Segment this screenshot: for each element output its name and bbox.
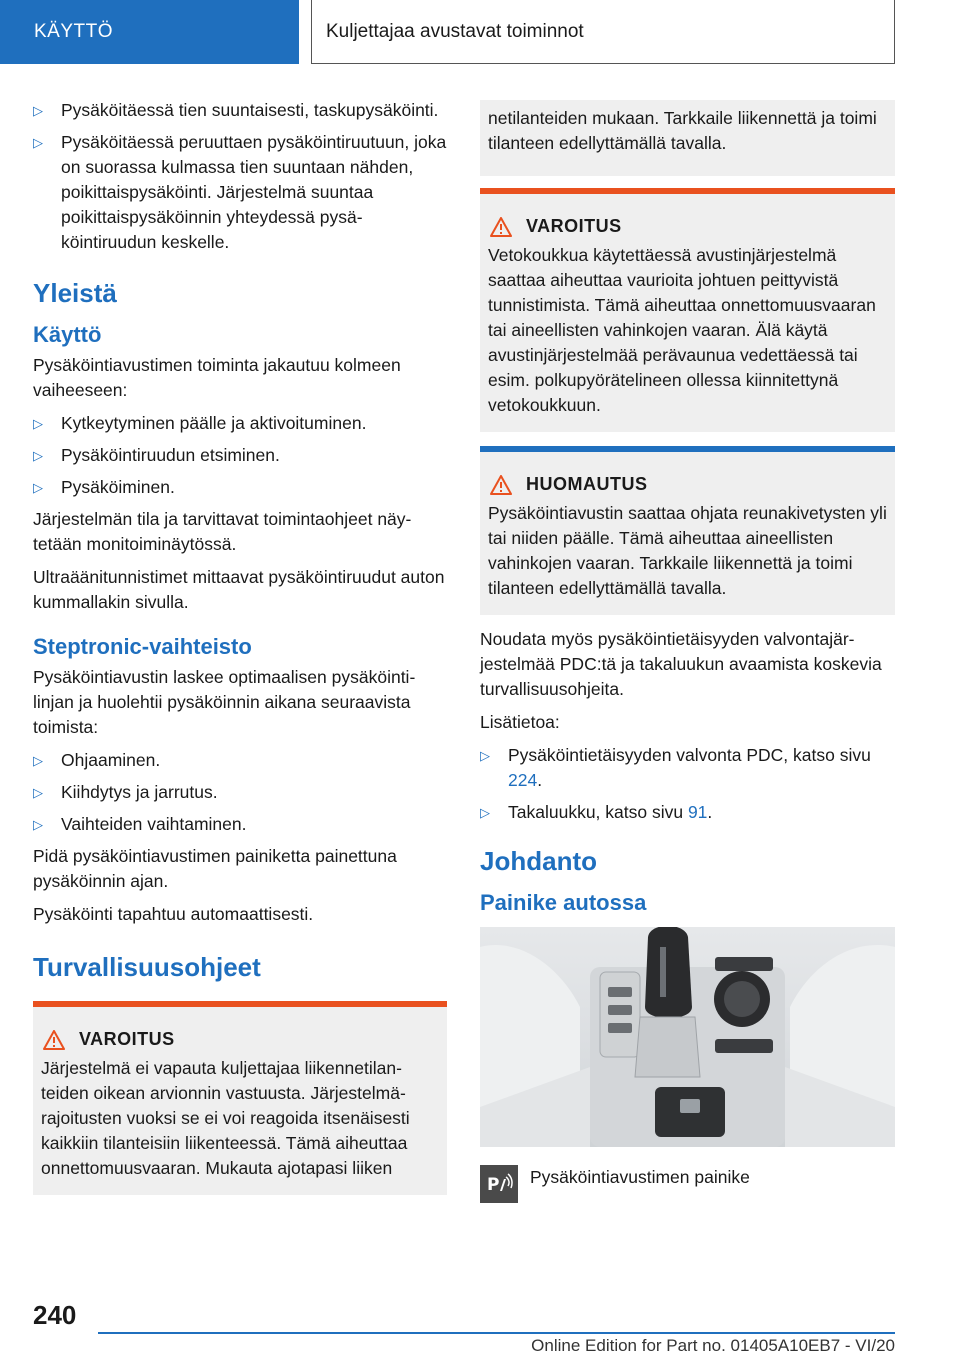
list-item: ▷ Kytkeytyminen päälle ja aktivoituminen. [33, 411, 447, 436]
list-item: ▷ Takaluukku, katso sivu 91. [480, 800, 895, 825]
svg-text:P: P [487, 1175, 500, 1195]
paragraph: Noudata myös pysäköintietäisyyden valvontajärjestelmää PDC:tä ja takaluukun avaamista koskevia turvallisuusohjeita. [480, 629, 882, 699]
footer-divider [98, 1332, 895, 1334]
triangle-right-icon: ▷ [33, 480, 43, 495]
triangle-right-icon: ▷ [480, 748, 490, 763]
intro-bullet-list [33, 98, 447, 255]
left-column [33, 98, 447, 1195]
triangle-right-icon: ▷ [33, 103, 43, 118]
warning-triangle-icon [43, 1030, 65, 1050]
figure-caption [480, 1165, 895, 1203]
page-link[interactable]: 91 [687, 802, 708, 822]
triangle-right-icon: ▷ [480, 805, 490, 820]
warning-box [33, 1001, 447, 1195]
triangle-right-icon: ▷ [33, 817, 43, 832]
list-item: ▷ Ohjaaminen. [33, 748, 447, 773]
edition-text: Online Edition for Part no. 01405A10EB7 - VI/20 [531, 1336, 895, 1355]
list-item: ▷ Pysäköintietäisyyden valvonta PDC, katso sivu 224. [480, 745, 871, 790]
warning-text: netilanteiden mukaan. Tarkkaile liikennettä ja toimi tilanteen edellyttämällä tavalla. [488, 108, 877, 153]
right-column [480, 100, 895, 1203]
notice-title: HUOMAUTUS [488, 474, 887, 495]
heading-intro: Johdanto [480, 846, 597, 876]
triangle-right-icon: ▷ [33, 135, 43, 150]
warning-title: VAROITUS [488, 216, 887, 237]
console-illustration [480, 927, 895, 1147]
paragraph: Lisätietoa: [480, 712, 560, 732]
page-link[interactable]: 224 [508, 770, 538, 790]
center-console-photo [480, 927, 895, 1147]
heading-steptronic: Steptronic-vaihteisto [33, 634, 252, 659]
triangle-right-icon: ▷ [33, 448, 43, 463]
reference-list [480, 743, 895, 825]
list-item: ▷ Kiihdytys ja jarrutus. [33, 780, 447, 805]
chapter-title: Kuljettajaa avustavat toiminnot [326, 20, 584, 42]
heading-button: Painike autossa [480, 890, 647, 915]
chapter-header [311, 0, 895, 64]
list-item: ▷ Vaihteiden vaihtaminen. [33, 812, 447, 837]
notice-box [480, 446, 895, 615]
phase-list [33, 411, 447, 500]
warning-text: Järjestelmä ei vapauta kuljettajaa liikennetilanteiden oikean arvionnin vastuusta. Järjestelmärajoitusten vuoksi se ei voi reagoida itsenäisesti kaikkiin tilanteisiin liikenteessä. Tämä aiheuttaa onnettomuusvaaran. Mukauta ajotapasi liiken [41, 1058, 410, 1178]
list-item: ▷ Pysäköintiruudun etsiminen. [33, 443, 447, 468]
warning-text: Vetokoukkua käytettäessä avustinjärjestelmä saattaa aiheuttaa vaurioita johtuen peittyvistä tunnistimista. Tämä aiheuttaa onnettomuusvaaran tai aineellisten vahinkojen vaaran. Älä käytä avustinjärjestelmää perävaunua vedettäessä tai esim. polkupyörätelineen ollessa kiinnitettynä vetokoukkuun. [488, 245, 876, 415]
triangle-right-icon: ▷ [33, 416, 43, 431]
warning-box [480, 188, 895, 432]
paragraph: Pidä pysäköintiavustimen painiketta painettuna pysäköinnin ajan. [33, 846, 397, 891]
triangle-right-icon: ▷ [33, 753, 43, 768]
park-assist-icon [480, 1165, 518, 1203]
list-item: ▷ Pysäköitäessä tien suuntaisesti, taskupysäköinti. [33, 98, 447, 123]
list-item: ▷ Pysäköiminen. [33, 475, 447, 500]
heading-usage: Käyttö [33, 322, 102, 347]
page-number: 240 [33, 1300, 77, 1330]
section-title: KÄYTTÖ [34, 21, 114, 42]
triangle-right-icon: ▷ [33, 785, 43, 800]
paragraph: Pysäköintiavustimen toiminta jakautuu kolmeen vaiheeseen: [33, 355, 401, 400]
steptronic-list [33, 748, 447, 837]
paragraph: Pysäköintiavustin laskee optimaalisen pysäköintilinjan ja huolehtii pysäköinnin aikana seuraavista toimista: [33, 667, 416, 737]
warning-title: VAROITUS [41, 1029, 439, 1050]
heading-general: Yleistä [33, 278, 117, 308]
section-tab [0, 0, 299, 64]
heading-safety: Turvallisuusohjeet [33, 952, 261, 982]
paragraph: Järjestelmän tila ja tarvittavat toimintaohjeet näytetään monitoiminäytössä. [33, 509, 412, 554]
list-item: ▷ Pysäköitäessä peruuttaen pysäköintiruutuun, joka on suorassa kulmassa tien suuntaan nähden, poikittaispysäköinti. Järjestelmä suuntaa poikittaispysäköinnin yhteydessä pysäköintiruudun keskelle. [33, 132, 447, 252]
warning-triangle-icon [490, 217, 512, 237]
paragraph: Pysäköinti tapahtuu automaattisesti. [33, 904, 314, 924]
warning-box-continued [480, 100, 895, 176]
paragraph: Ultraäänitunnistimet mittaavat pysäköintiruudut auton kummallakin sivulla. [33, 567, 445, 612]
caption-text: Pysäköintiavustimen painike [530, 1167, 750, 1187]
notice-text: Pysäköintiavustin saattaa ohjata reunakivetysten yli tai niiden päälle. Tämä aiheuttaa aineellisten vahinkojen vaaran. Tarkkaile liikennettä ja toimi tilanteen edellyttämällä tavalla. [488, 503, 887, 598]
warning-triangle-icon [490, 475, 512, 495]
